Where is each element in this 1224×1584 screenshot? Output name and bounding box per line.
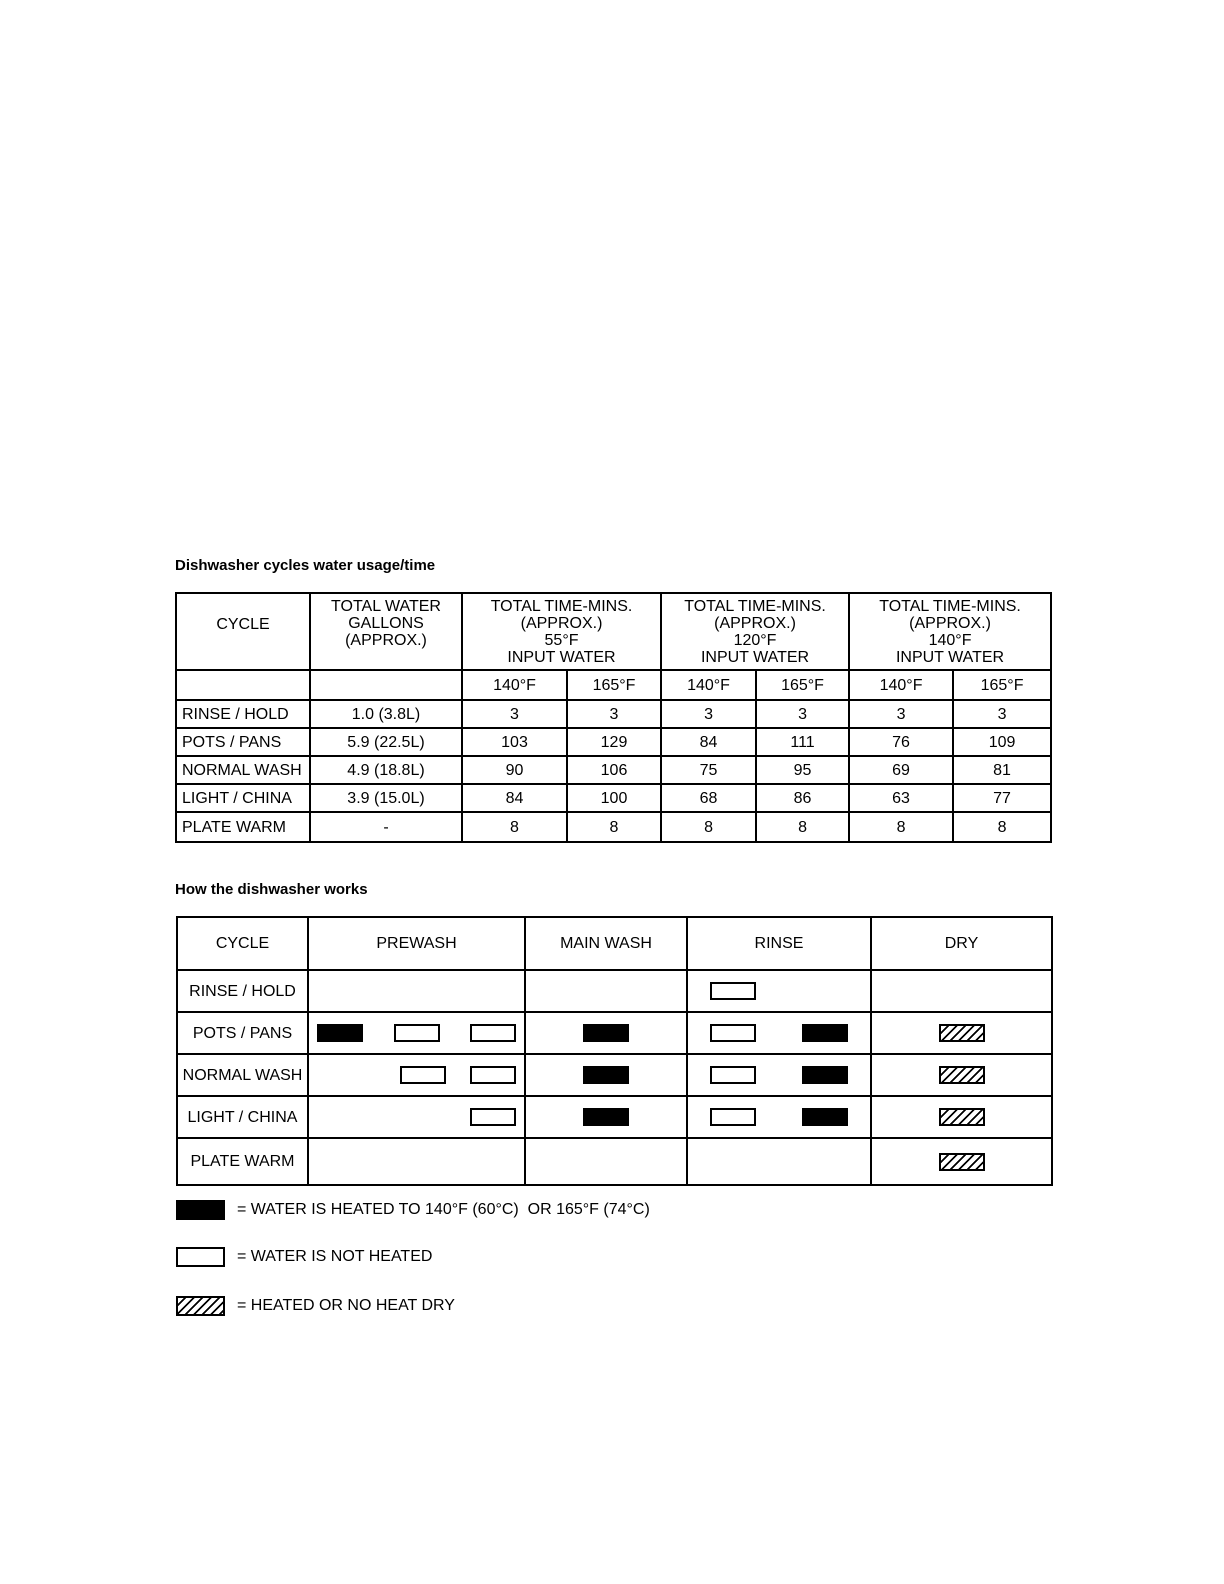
rinse-cell bbox=[687, 1054, 871, 1096]
cycle-name: LIGHT / CHINA bbox=[176, 784, 310, 812]
heated-water-symbol bbox=[802, 1066, 848, 1084]
header-line: TOTAL TIME-MINS. bbox=[490, 598, 633, 615]
header-prewash: PREWASH bbox=[308, 917, 525, 970]
dry-cell bbox=[871, 970, 1052, 1012]
table-row bbox=[177, 970, 1052, 1012]
legend-unheated bbox=[176, 1247, 432, 1267]
time-value: 8 bbox=[756, 812, 849, 842]
time-value: 8 bbox=[462, 812, 567, 842]
main-wash-cell bbox=[525, 1096, 687, 1138]
works-table-title: How the dishwasher works bbox=[175, 881, 368, 898]
unheated-water-symbol bbox=[710, 1108, 756, 1126]
time-value: 75 bbox=[661, 756, 756, 784]
main-wash-cell bbox=[525, 1138, 687, 1185]
prewash-cell bbox=[308, 1054, 525, 1096]
main-wash-cell bbox=[525, 1054, 687, 1096]
header-line: INPUT WATER bbox=[507, 649, 616, 666]
prewash-cell bbox=[308, 970, 525, 1012]
header-line: GALLONS bbox=[348, 615, 424, 632]
dry-symbol bbox=[939, 1108, 985, 1126]
cycle-name: PLATE WARM bbox=[177, 1138, 308, 1185]
cycle-name: LIGHT / CHINA bbox=[177, 1096, 308, 1138]
heated-water-symbol bbox=[583, 1066, 629, 1084]
cycle-name: NORMAL WASH bbox=[176, 756, 310, 784]
header-line: 140°F bbox=[928, 632, 972, 649]
cycle-phases-table bbox=[176, 916, 1053, 1186]
cycle-name: RINSE / HOLD bbox=[176, 700, 310, 728]
subheader-temp: 165°F bbox=[756, 670, 849, 700]
time-value: 76 bbox=[849, 728, 953, 756]
table-header-row bbox=[177, 917, 1052, 970]
dry-cell bbox=[871, 1138, 1052, 1185]
subheader-temp: 140°F bbox=[849, 670, 953, 700]
time-value: 3 bbox=[567, 700, 661, 728]
header-time-140f bbox=[849, 593, 1051, 670]
cycle-name: POTS / PANS bbox=[177, 1012, 308, 1054]
cycle-name: NORMAL WASH bbox=[177, 1054, 308, 1096]
main-wash-cell bbox=[525, 970, 687, 1012]
header-line: 55°F bbox=[544, 632, 579, 649]
table-row bbox=[177, 1012, 1052, 1054]
header-cycle: CYCLE bbox=[177, 917, 308, 970]
header-line: (APPROX.) bbox=[345, 632, 427, 649]
time-value: 3 bbox=[462, 700, 567, 728]
header-line: (APPROX.) bbox=[520, 615, 603, 632]
water-value: 1.0 (3.8L) bbox=[310, 700, 462, 728]
time-value: 81 bbox=[953, 756, 1051, 784]
table-row bbox=[176, 728, 1051, 756]
header-cycle bbox=[176, 593, 310, 670]
header-rinse: RINSE bbox=[687, 917, 871, 970]
heated-water-symbol bbox=[176, 1200, 225, 1220]
unheated-water-symbol bbox=[470, 1108, 516, 1126]
header-line: (APPROX.) bbox=[714, 615, 796, 632]
table-row bbox=[177, 1096, 1052, 1138]
cycle-name: RINSE / HOLD bbox=[177, 970, 308, 1012]
table-row bbox=[177, 1138, 1052, 1185]
dry-symbol bbox=[939, 1024, 985, 1042]
time-value: 8 bbox=[953, 812, 1051, 842]
header-total-water bbox=[310, 593, 462, 670]
legend-heated bbox=[176, 1200, 650, 1220]
time-value: 111 bbox=[756, 728, 849, 756]
heated-water-symbol bbox=[802, 1024, 848, 1042]
header-time-55f bbox=[462, 593, 661, 670]
subheader-temp: 140°F bbox=[661, 670, 756, 700]
header-line: TOTAL TIME-MINS. bbox=[879, 598, 1021, 615]
time-value: 3 bbox=[661, 700, 756, 728]
rinse-cell bbox=[687, 1138, 871, 1185]
header-line: (APPROX.) bbox=[909, 615, 991, 632]
empty-cell bbox=[310, 670, 462, 700]
dry-symbol bbox=[176, 1296, 225, 1316]
cycle-name: PLATE WARM bbox=[176, 812, 310, 842]
header-line: INPUT WATER bbox=[895, 649, 1005, 666]
rinse-cell bbox=[687, 1096, 871, 1138]
header-line: 120°F bbox=[733, 632, 777, 649]
unheated-water-symbol bbox=[470, 1024, 516, 1042]
time-value: 8 bbox=[661, 812, 756, 842]
subheader-row bbox=[176, 670, 1051, 700]
time-value: 84 bbox=[661, 728, 756, 756]
usage-table-title: Dishwasher cycles water usage/time bbox=[175, 557, 436, 574]
table-header-row bbox=[176, 593, 1051, 670]
header-main-wash: MAIN WASH bbox=[525, 917, 687, 970]
time-value: 129 bbox=[567, 728, 661, 756]
table-row bbox=[176, 784, 1051, 812]
unheated-water-symbol bbox=[710, 1024, 756, 1042]
time-value: 100 bbox=[567, 784, 661, 812]
time-value: 90 bbox=[462, 756, 567, 784]
water-value: 4.9 (18.8L) bbox=[310, 756, 462, 784]
header-line: TOTAL TIME-MINS. bbox=[684, 598, 826, 615]
time-value: 84 bbox=[462, 784, 567, 812]
time-value: 77 bbox=[953, 784, 1051, 812]
heated-water-symbol bbox=[583, 1108, 629, 1126]
heated-water-symbol bbox=[317, 1024, 363, 1042]
header-cycle-label: CYCLE bbox=[216, 616, 270, 633]
time-value: 8 bbox=[849, 812, 953, 842]
heated-water-symbol bbox=[583, 1024, 629, 1042]
header-dry: DRY bbox=[871, 917, 1052, 970]
water-value: 5.9 (22.5L) bbox=[310, 728, 462, 756]
water-value: - bbox=[310, 812, 462, 842]
legend-dry bbox=[176, 1296, 455, 1316]
unheated-water-symbol bbox=[176, 1247, 225, 1267]
table-row bbox=[176, 756, 1051, 784]
main-wash-cell bbox=[525, 1012, 687, 1054]
legend-heated-text: = WATER IS HEATED TO 140°F (60°C) OR 165°F (74°C) bbox=[237, 1201, 650, 1218]
unheated-water-symbol bbox=[394, 1024, 440, 1042]
time-value: 8 bbox=[567, 812, 661, 842]
unheated-water-symbol bbox=[710, 1066, 756, 1084]
dry-cell bbox=[871, 1054, 1052, 1096]
water-usage-table bbox=[175, 592, 1052, 843]
prewash-cell bbox=[308, 1096, 525, 1138]
rinse-cell bbox=[687, 1012, 871, 1054]
time-value: 106 bbox=[567, 756, 661, 784]
time-value: 3 bbox=[953, 700, 1051, 728]
table-row bbox=[177, 1054, 1052, 1096]
cycle-name: POTS / PANS bbox=[176, 728, 310, 756]
empty-cell bbox=[176, 670, 310, 700]
heated-water-symbol bbox=[802, 1108, 848, 1126]
legend-unheated-text: = WATER IS NOT HEATED bbox=[237, 1248, 433, 1265]
unheated-water-symbol bbox=[400, 1066, 446, 1084]
dry-symbol bbox=[939, 1066, 985, 1084]
time-value: 68 bbox=[661, 784, 756, 812]
prewash-cell bbox=[308, 1012, 525, 1054]
subheader-temp: 140°F bbox=[462, 670, 567, 700]
time-value: 3 bbox=[849, 700, 953, 728]
unheated-water-symbol bbox=[470, 1066, 516, 1084]
table-row bbox=[176, 812, 1051, 842]
prewash-cell bbox=[308, 1138, 525, 1185]
water-value: 3.9 (15.0L) bbox=[310, 784, 462, 812]
header-line: INPUT WATER bbox=[700, 649, 810, 666]
time-value: 109 bbox=[953, 728, 1051, 756]
header-line: TOTAL WATER bbox=[331, 598, 441, 615]
dry-symbol bbox=[939, 1153, 985, 1171]
subheader-temp: 165°F bbox=[567, 670, 661, 700]
time-value: 69 bbox=[849, 756, 953, 784]
dry-cell bbox=[871, 1096, 1052, 1138]
rinse-cell bbox=[687, 970, 871, 1012]
header-time-120f bbox=[661, 593, 849, 670]
time-value: 86 bbox=[756, 784, 849, 812]
legend-dry-text: = HEATED OR NO HEAT DRY bbox=[237, 1297, 455, 1314]
subheader-temp: 165°F bbox=[953, 670, 1051, 700]
time-value: 3 bbox=[756, 700, 849, 728]
unheated-water-symbol bbox=[710, 982, 756, 1000]
table-row bbox=[176, 700, 1051, 728]
time-value: 95 bbox=[756, 756, 849, 784]
time-value: 63 bbox=[849, 784, 953, 812]
dry-cell bbox=[871, 1012, 1052, 1054]
time-value: 103 bbox=[462, 728, 567, 756]
